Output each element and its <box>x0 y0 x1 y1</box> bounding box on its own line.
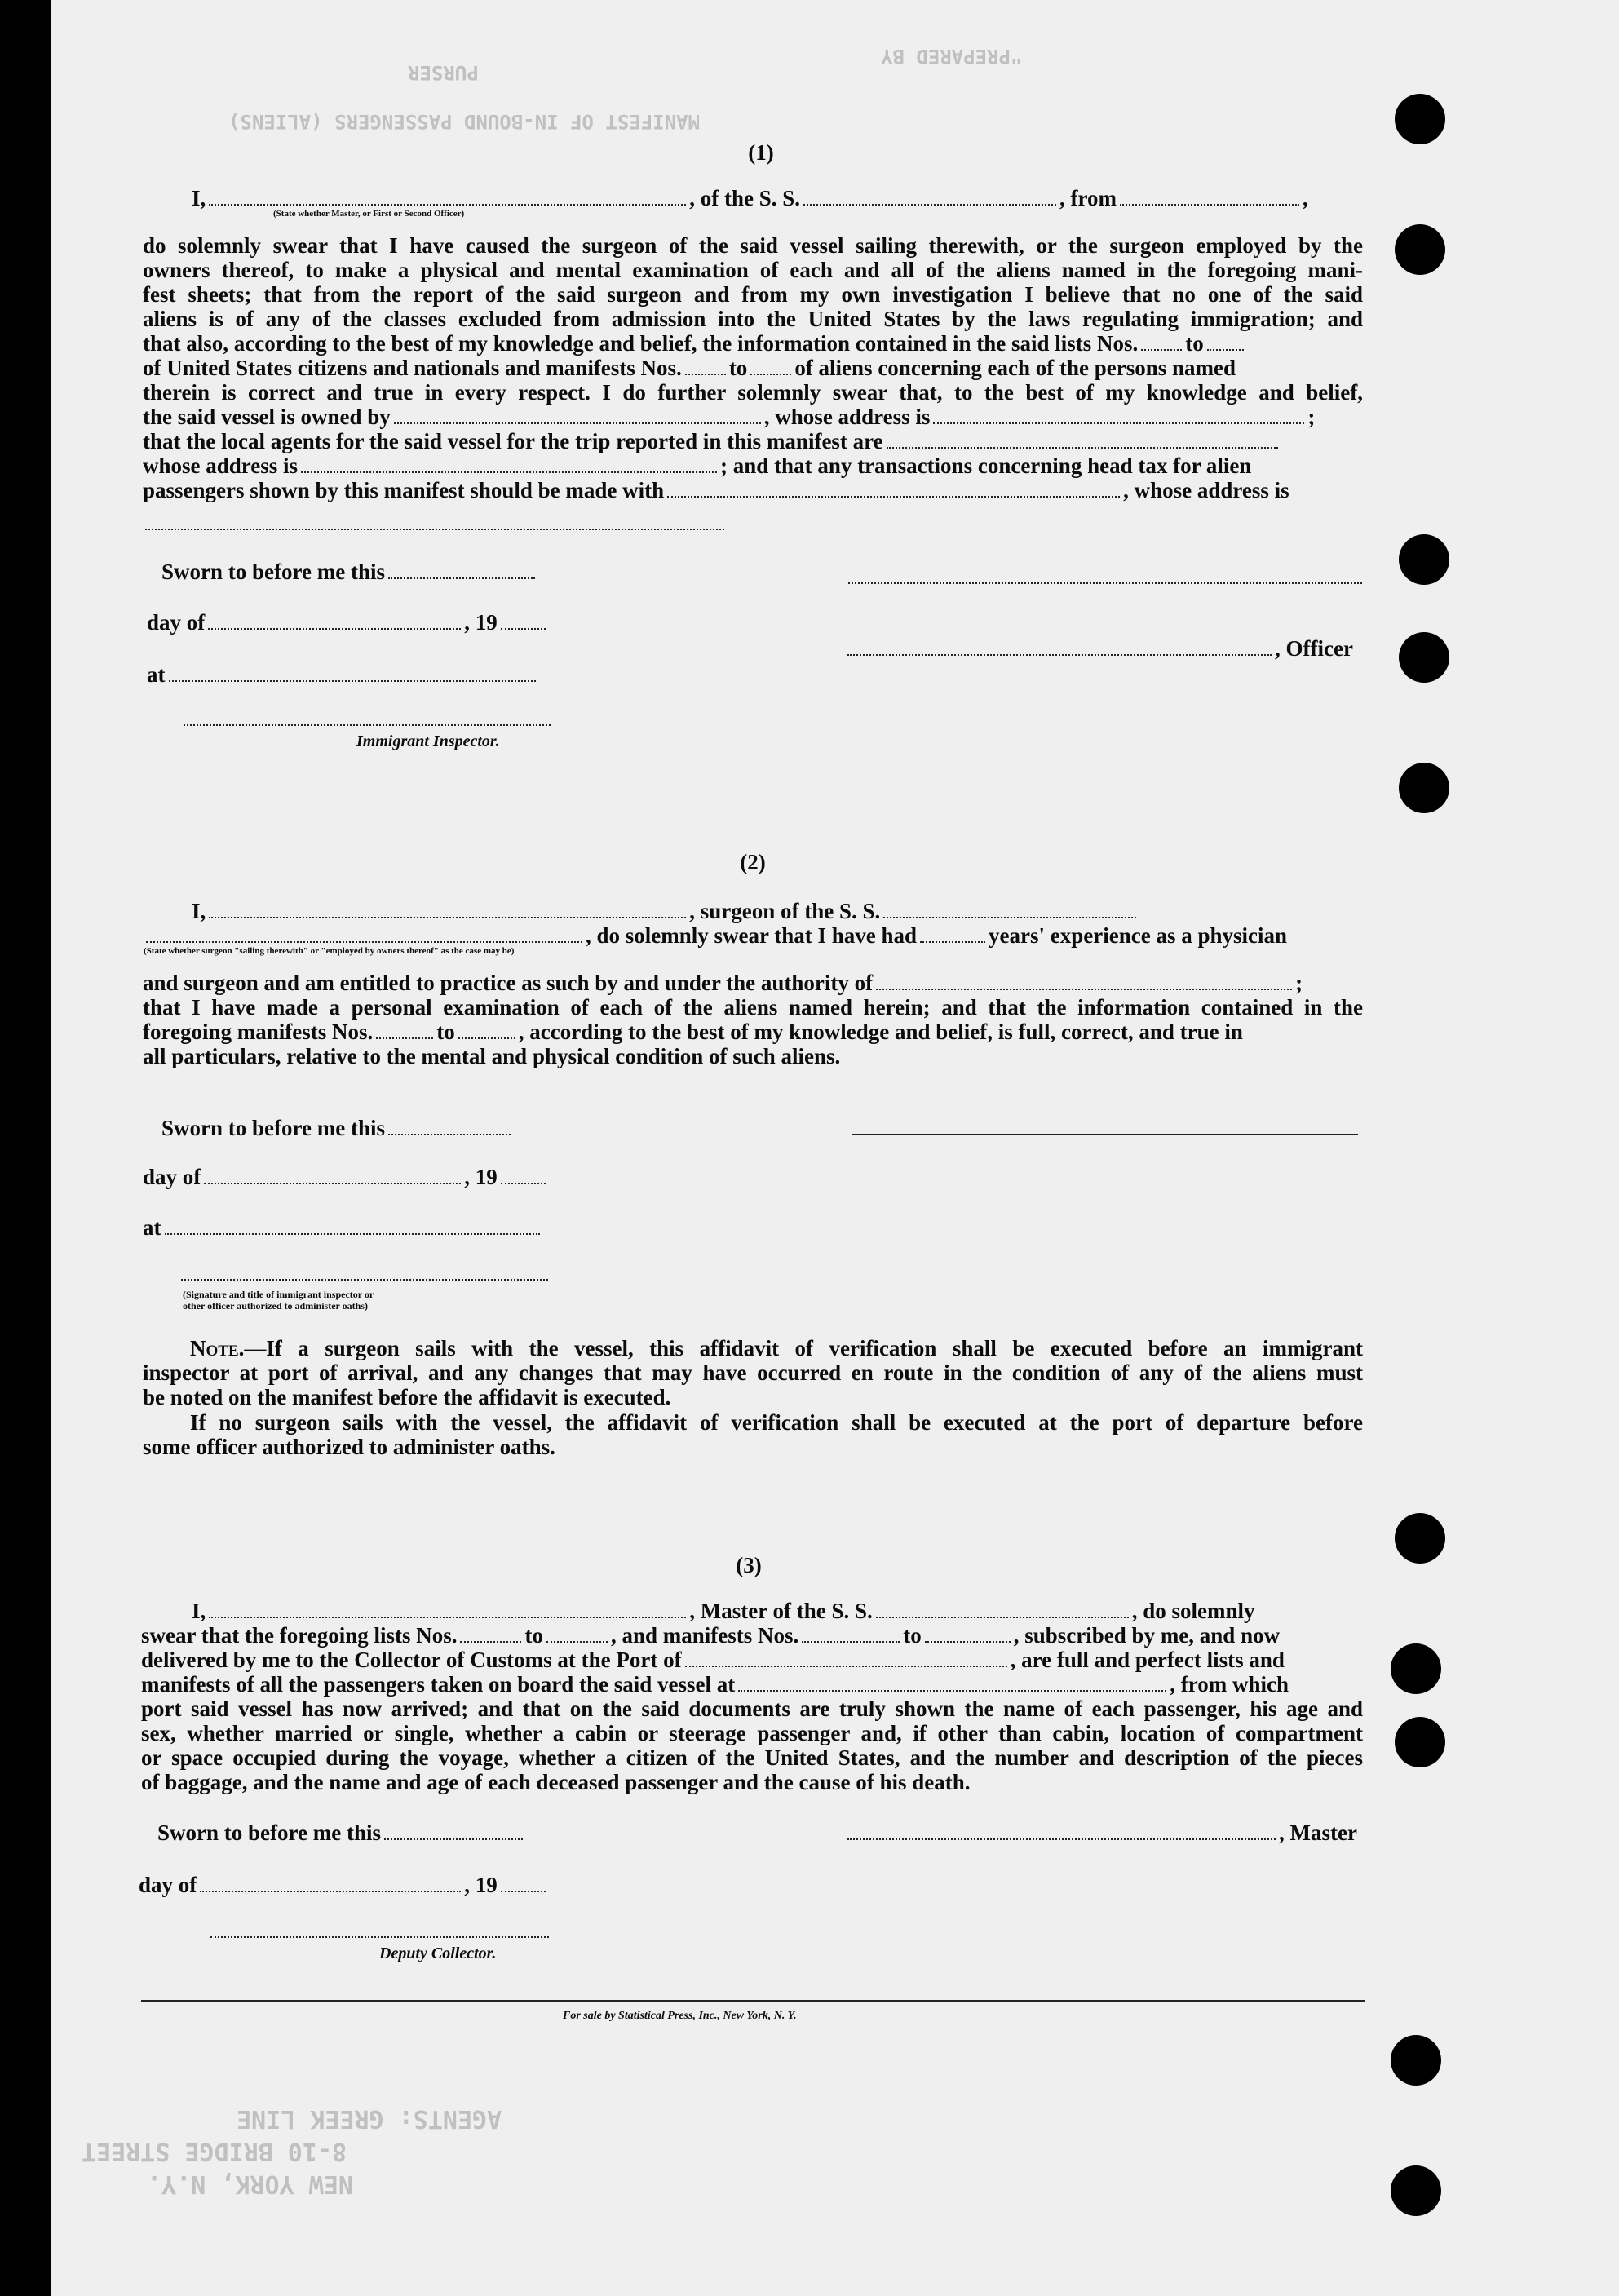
s1-sub-note: (State whether Master, or First or Second Officer) <box>273 209 465 219</box>
s2-para-2: that I have made a personal examination of each of the aliens named herein; and that the information contained in the <box>143 995 1363 1020</box>
s2-note-3: be noted on the manifest before the affidavit is executed. <box>143 1385 671 1409</box>
s2-day-of <box>143 1165 549 1189</box>
s3-l1-i: I, <box>192 1599 206 1623</box>
s3-para-6: sex, whether married or single, whether a cabin or steerage passenger and, if other than cabin, location of compartment <box>141 1721 1363 1745</box>
s2-year: , 19 <box>464 1165 498 1189</box>
agent-stamp-line-2: 8-10 BRIDGE STREET <box>82 2137 347 2165</box>
s1-officer-line-1 <box>848 582 1362 584</box>
footer-rule <box>141 2000 1365 2002</box>
s3-day-of <box>139 1873 549 1897</box>
s3-collector-title: Deputy Collector. <box>379 1944 497 1962</box>
s2-p1-semicolon: ; <box>1295 971 1303 995</box>
s1-p11-text: passengers shown by this manifest should be made with <box>143 478 665 502</box>
s1-p8-address: , whose address is <box>763 405 931 429</box>
s2-note-label: Note. <box>190 1336 245 1360</box>
s1-p8-owned: the said vessel is owned by <box>143 405 391 429</box>
s2-sub-note: (State whether surgeon "sailing therewith" or "employed by owners thereof" as the case may be) <box>144 946 515 956</box>
s1-para-2: owners thereof, to make a physical and mental examination of each and all of the aliens named in the foregoing mani- <box>143 258 1363 282</box>
s1-para-9 <box>143 429 1281 453</box>
s2-l1-i: I, <box>192 899 206 923</box>
s1-day-of-text: day of <box>147 610 206 635</box>
s2-day-of-text: day of <box>143 1165 201 1189</box>
s1-p5-to: to <box>1185 331 1204 356</box>
agent-stamp-line-3: NEW YORK, N.Y. <box>147 2170 353 2198</box>
s1-p6-tail: of aliens concerning each of the persons named <box>794 356 1236 380</box>
section-2-number: (2) <box>740 850 766 874</box>
s3-day-of-text: day of <box>139 1873 197 1897</box>
s2-sworn <box>161 1116 514 1140</box>
s2-note-2: inspector at port of arrival, and any changes that may have occurred en route in the condition of any of the aliens must <box>143 1360 1363 1385</box>
s2-para-3 <box>143 1020 1243 1044</box>
s1-at <box>147 662 539 687</box>
s1-p6-to: to <box>728 356 748 380</box>
s3-sworn <box>157 1820 526 1845</box>
s1-para-10 <box>143 453 1251 478</box>
s1-officer <box>844 636 1353 661</box>
s1-p8-semicolon: ; <box>1307 405 1316 429</box>
s2-at <box>143 1215 543 1240</box>
s2-para-1 <box>143 971 1303 995</box>
s2-sworn-text: Sworn to before me this <box>161 1116 385 1140</box>
ghost-manifest-title: MANIFEST OF IN-BOUND PASSENGERS (ALIENS) <box>228 110 700 133</box>
s1-l1-ofss: , of the S. S. <box>689 186 801 210</box>
s1-line-1 <box>192 186 1308 210</box>
s2-at-text: at <box>143 1215 161 1240</box>
s3-l3-text: delivered by me to the Collector of Customs at the Port of <box>141 1648 682 1672</box>
s3-sworn-text: Sworn to before me this <box>157 1820 381 1845</box>
s1-l1-from: , from <box>1059 186 1117 210</box>
ghost-prepared-by: "PREPARED BY <box>881 45 1023 68</box>
s3-para-5: port said vessel has now arrived; and that on the said documents are truly shown the name of each passenger, his age and <box>141 1697 1363 1721</box>
s3-line-2 <box>141 1623 1280 1648</box>
s3-line-3 <box>141 1648 1285 1672</box>
s3-l2-to: to <box>524 1623 543 1648</box>
s3-l2-to2: to <box>903 1623 922 1648</box>
s2-note-4: If no surgeon sails with the vessel, the affidavit of verification shall be executed at the port of departure before <box>190 1410 1363 1435</box>
s1-l1-comma: , <box>1303 186 1308 210</box>
s3-line-1 <box>192 1599 1255 1623</box>
s3-master <box>844 1820 1357 1845</box>
s1-inspector-title: Immigrant Inspector. <box>356 732 500 750</box>
s1-inspector-line <box>184 724 551 726</box>
s3-l4-text: manifests of all the passengers taken on board the said vessel at <box>141 1672 736 1697</box>
printer-credit: For sale by Statistical Press, Inc., New York, N. Y. <box>563 2010 797 2022</box>
s3-collector-line <box>210 1936 549 1938</box>
s1-day-of <box>147 610 549 635</box>
s3-master-label: , Master <box>1279 1820 1357 1845</box>
s1-p11-tail: , whose address is <box>1123 478 1289 502</box>
s1-p10-address: whose address is <box>143 453 299 478</box>
s1-officer-label: , Officer <box>1275 636 1353 661</box>
section-3-number: (3) <box>736 1553 762 1577</box>
s3-l4-tail: , from which <box>1170 1672 1289 1697</box>
s2-signer-2: other officer authorized to administer oaths) <box>183 1300 368 1312</box>
s1-para-5 <box>143 331 1247 356</box>
s3-l2-tail: , subscribed by me, and now <box>1013 1623 1281 1648</box>
s3-l2-manifests: , and manifests Nos. <box>610 1623 799 1648</box>
s2-para-4: all particulars, relative to the mental and physical condition of such aliens. <box>143 1044 841 1068</box>
s2-line-2 <box>143 923 1287 948</box>
s1-sworn-text: Sworn to before me this <box>161 560 385 584</box>
s1-sworn <box>161 560 538 584</box>
s2-l2-years: years' experience as a physician <box>989 923 1288 948</box>
s1-year: , 19 <box>464 610 498 635</box>
s3-l2-text: swear that the foregoing lists Nos. <box>141 1623 458 1648</box>
s2-note-1-text: —If a surgeon sails with the vessel, this affidavit of verification shall be executed before an immigrant <box>244 1336 1363 1360</box>
s2-p3-tail: , according to the best of my knowledge and belief, is full, correct, and true in <box>518 1020 1243 1044</box>
s2-signer-1: (Signature and title of immigrant inspector or <box>183 1289 374 1300</box>
s1-para-3: fest sheets; that from the report of the said surgeon and from my own investigation I believe that no one of the said <box>143 282 1363 307</box>
s1-p5-text: that also, according to the best of my knowledge and belief, the information contained in the said lists Nos. <box>143 331 1139 356</box>
s3-year: , 19 <box>464 1873 498 1897</box>
s2-inspector-line <box>181 1279 548 1281</box>
s2-p3-text: foregoing manifests Nos. <box>143 1020 374 1044</box>
s2-l1-surgeon: , surgeon of the S. S. <box>689 899 881 923</box>
s1-para-8 <box>143 405 1315 429</box>
s3-line-4 <box>141 1672 1289 1697</box>
s3-l3-tail: , are full and perfect lists and <box>1010 1648 1285 1672</box>
s3-para-8: of baggage, and the name and age of each deceased passenger and the cause of his death. <box>141 1770 971 1794</box>
s2-l2-swear: , do solemnly swear that I have had <box>586 923 918 948</box>
agent-stamp-line-1: AGENTS: GREEK LINE <box>237 2104 502 2133</box>
section-1-number: (1) <box>748 140 774 165</box>
s2-note-1 <box>190 1336 1363 1360</box>
s1-para-11 <box>143 478 1289 502</box>
s2-line-1 <box>192 899 1139 923</box>
s2-note-5: some officer authorized to administer oaths. <box>143 1435 555 1459</box>
s1-p6-text: of United States citizens and nationals and manifests Nos. <box>143 356 682 380</box>
s1-at-text: at <box>147 662 166 687</box>
s3-para-7: or space occupied during the voyage, whether a citizen of the United States, and the number and description of the pieces <box>141 1745 1363 1770</box>
s1-l1-i: I, <box>192 186 206 210</box>
s1-para-6 <box>143 356 1236 380</box>
s1-para-4: aliens is of any of the classes excluded from admission into the United States by the laws regulating immigration; and <box>143 307 1363 331</box>
s2-p3-to: to <box>436 1020 455 1044</box>
s3-l1-master: , Master of the S. S. <box>689 1599 873 1623</box>
s1-para-7: therein is correct and true in every respect. I do further solemnly swear that, to the best of my knowledge and belief, <box>143 380 1363 405</box>
s1-p10-tail: ; and that any transactions concerning head tax for alien <box>720 453 1252 478</box>
s1-continuation-line <box>145 529 724 530</box>
s3-l1-swear: , do solemnly <box>1131 1599 1255 1623</box>
s2-p1-text: and surgeon and am entitled to practice as such by and under the authority of <box>143 971 874 995</box>
s1-p9-text: that the local agents for the said vessel for the trip reported in this manifest are <box>143 429 883 453</box>
s1-para-1: do solemnly swear that I have caused the surgeon of the said vessel sailing therewith, or the surgeon employed by the <box>143 233 1363 258</box>
ghost-purser: PURSER <box>408 61 479 84</box>
s2-signature-line <box>852 1134 1358 1135</box>
